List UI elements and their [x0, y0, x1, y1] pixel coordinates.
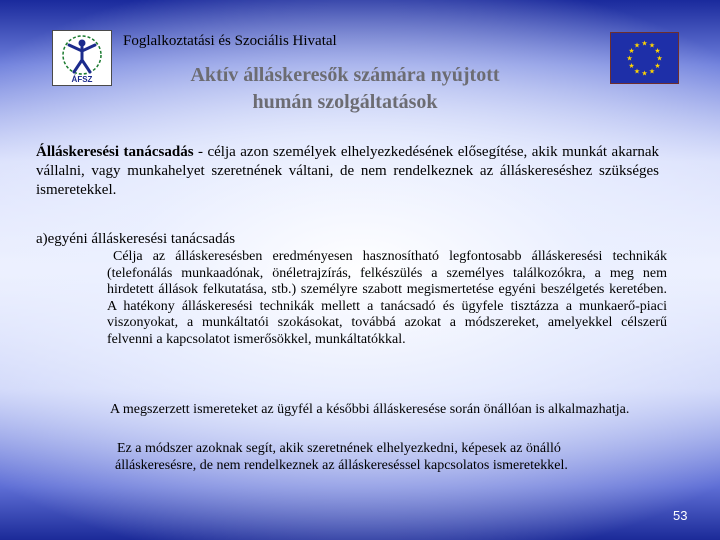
eu-star-icon: ★: [633, 67, 641, 76]
eu-star-icon: ★: [654, 47, 661, 55]
intro-term: Álláskeresési tanácsadás: [36, 144, 194, 160]
title-line-2: humán szolgáltatások: [252, 91, 438, 113]
eu-star-icon: ★: [648, 41, 656, 50]
page-number: 53: [673, 508, 688, 523]
afsz-logo: [52, 30, 112, 86]
eu-star-icon: ★: [654, 62, 661, 70]
section-a-paragraph-1: Célja az álláskeresésben eredményesen hasznosítható legfontosabb álláskeresési technikák (telefonálás munkaadónak, önéletrajzírás, felkészülés a személyes találkozókra, a meg nem hirdetett állások felkutatása, stb.) személyre szabott megismertetése egyéni beszélgetés keretében. A hatékony álláskeresési technikák mellett a tanácsadó és ügyfele tisztázza a munkaerő-piaci viszonyokat, a munkáltatói szokásokat, továbbá azokat a módszereket, amelyekkel célszerű felvenni a kapcsolatot ismerősökkel, munkáltatókkal.: [107, 249, 667, 347]
logo-text: ÁFSZ: [71, 75, 93, 84]
agency-name: Foglalkoztatási és Szociális Hivatal: [123, 33, 337, 49]
section-a-paragraph-2: A megszerzett ismereteket az ügyfél a későbbi álláskeresése során önállóan is alkalmazhatja.: [110, 402, 630, 417]
eu-star-icon: ★: [633, 41, 641, 50]
eu-flag-stars: [611, 33, 678, 83]
eu-star-icon: ★: [628, 62, 635, 70]
eu-star-icon: ★: [628, 47, 635, 55]
eu-star-icon: ★: [656, 54, 663, 63]
eu-flag-icon: [610, 32, 679, 84]
intro-paragraph: [36, 143, 659, 200]
section-a-heading: a)egyéni álláskeresési tanácsadás: [36, 231, 236, 247]
intro-text: - célja azon személyek elhelyezkedésének elősegítése, akik munkát akarnak vállalni, vagy munkahelyet szeretnének váltani, de nem rendelkeznek az álláskereséshez szükséges ismeretekkel.: [36, 144, 660, 198]
eu-star-icon: ★: [641, 39, 648, 48]
title-line-1: Aktív álláskeresők számára nyújtott: [190, 64, 500, 86]
eu-star-icon: ★: [626, 54, 633, 63]
eu-star-icon: ★: [648, 67, 656, 76]
eu-star-icon: ★: [641, 69, 648, 78]
section-a-paragraph-3: Ez a módszer azoknak segít, akik szeretnének elhelyezkedni, képesek az önálló álláskeresésre, de nem rendelkeznek az álláskereséssel kapcsolatos ismeretekkel.: [115, 441, 568, 473]
person-figure-logo: [53, 31, 111, 85]
slide-title: [140, 62, 550, 116]
